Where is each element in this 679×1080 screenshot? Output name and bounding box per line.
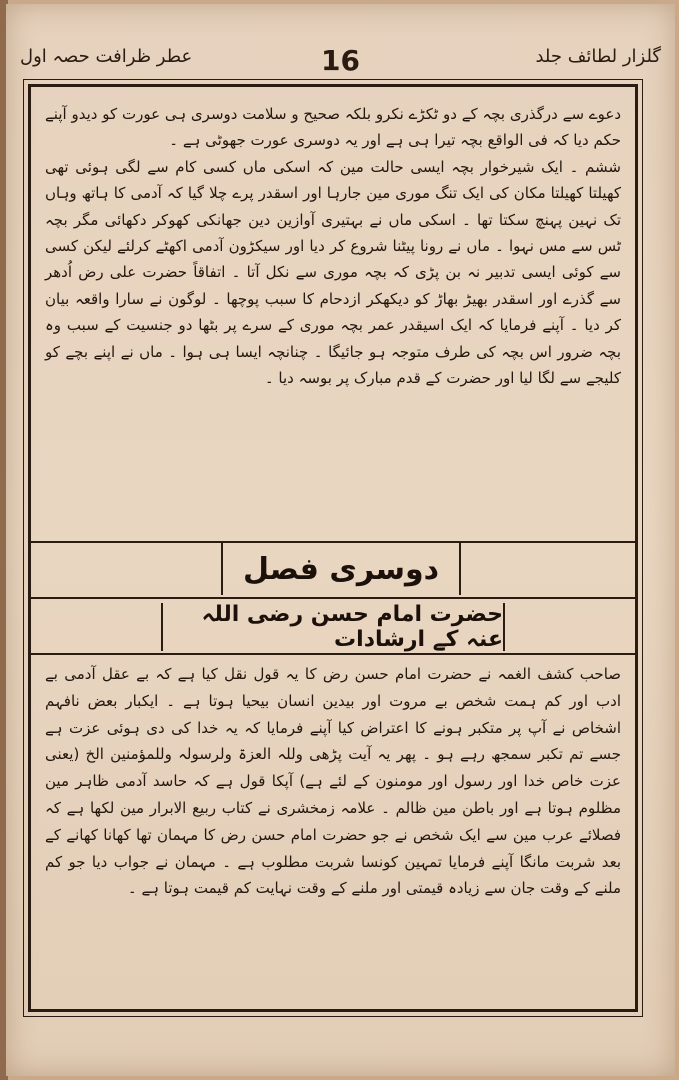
page-header (20, 44, 661, 80)
book-page (6, 4, 675, 1076)
text-frame (28, 84, 638, 1012)
paragraph: دعوے سے درگذری بچہ کے دو ٹکڑے نکرو بلکہ صحیح و سلامت دوسری ہی عورت کو دیدو آپنے حکم دیا کہ فی الواقع بچہ تیرا ہی ہے اور یہ دوسری عورت جھوٹی ہے ۔ (45, 105, 621, 150)
paragraph: ششم ۔ ایک شیرخوار بچہ ایسی حالت مین کہ اسکی ماں کسی کام سے لگی ہوئی تھی کھیلتا کھیلتا مکان کی ایک تنگ موری مین جارہا اور اسقدر پرے چلا گیا کہ آدمی کا ہاتھ وہاں تک نہین پہنچ سکتا تھا ۔ اسکی ماں نے بہتیری آوازین دین جھانکی کھوکر دکھائی مگر بچہ ٹس سے مس نہوا ۔ ماں نے رونا پیٹنا شروع کر دیا اور سیکڑون آدمی اکھٹے کرلئے لیکن کسی سے کوئی ایسی تدبیر نہ بن پڑی کہ بچہ موری سے نکل آتا ۔ اتفاقاً حضرت علی رض اُدھر سے گذرے اور اسقدر بھیڑ بھاڑ کو دیکھکر ازدحام کا سبب پوچھا ۔ لوگون نے سارا واقعہ بیان کر دیا ۔ آپنے فرمایا کہ ایک اسیقدر عمر بچہ موری کے سرے پر بٹھا دو جنسیت کے سبب وہ بچہ ضرور اس بچہ کی طرف متوجہ ہو جائیگا ۔ چنانچہ ایسا ہی ہوا ۔ ماں نے اپنے بچے کو کلیجے سے لگا لیا اور حضرت کے قدم مبارک پر بوسہ دیا ۔ (45, 157, 621, 388)
paragraph: صاحب کشف الغمہ نے حضرت امام حسن رض کا یہ قول نقل کیا ہے کہ بے عقل آدمی بے ادب اور کم ہمت شخص بے مروت اور بیدین انسان بیحیا ہوتا ہے ۔ ایکبار بعض نافہم اشخاص نے آپ پر متکبر ہونے کا اعتراض کیا آپنے فرمایا کہ یہ خدا کی دی ہوئی عزت ہے جسے تم تکبر سمجھ رہے ہو ۔ پھر یہ آیت پڑھی وللہ العزۃ ولرسولہ وللمؤمنین الخ (یعنی عزت خاص خدا اور رسول اور مومنون کے لئے ہے) آپکا قول ہے کہ حاسد آدمی ظاہر مین مظلوم ہوتا ہے اور باطن مین ظالم ۔ علامہ زمخشری نے کتاب ربیع الابرار مین لکھا ہے کہ فصلائے عرب مین سے ایک شخص نے جو حضرت امام حسن رض کا مہمان تھا کھانا کھانے کے بعد شربت مانگا آپنے فرمایا تمہین کونسا شربت مطلوب ہے ۔ مہمان نے جواب دیا جو کم ملنے کے وقت جان سے زیادہ قیمتی اور ملنے کے وقت نہایت کم قیمت ہوتا ہے ۔ (45, 665, 621, 898)
chapter-subheading: حضرت امام حسن رضی اللہ عنہ کے ارشادات (161, 603, 505, 651)
running-title-left: عطر ظرافت حصہ اول (20, 46, 193, 67)
chapter-heading: دوسری فصل (221, 543, 461, 595)
divider-rule (31, 653, 635, 655)
divider-rule (31, 597, 635, 599)
section-two-text (45, 661, 621, 902)
running-title-right: گلزار لطائف جلد (535, 46, 661, 67)
page-number: 16 (321, 44, 360, 77)
section-one-text (45, 101, 621, 391)
